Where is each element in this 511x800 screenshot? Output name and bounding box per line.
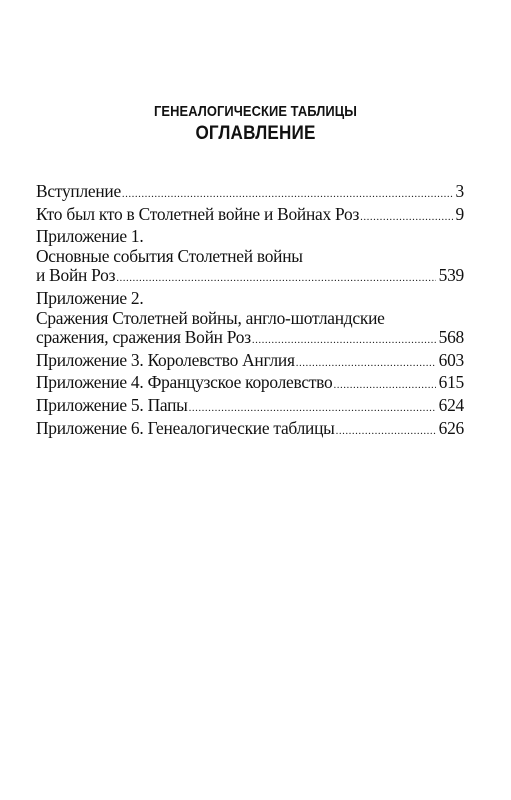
toc-entry-label: Кто был кто в Столетней войне и Войнах Роз <box>36 203 360 224</box>
toc-entry-who-was-who[interactable] <box>36 205 464 228</box>
table-of-contents <box>36 182 464 441</box>
dot-leader <box>336 422 436 442</box>
toc-appendix-2-title-line: Сражения Столетней войны, англо-шотландские <box>36 307 385 328</box>
toc-page-number: 568 <box>438 327 464 348</box>
page-title: ОГЛАВЛЕНИЕ <box>195 123 316 144</box>
toc-entry-label: и Войн Роз <box>36 265 116 286</box>
toc-entry-appendix-2[interactable] <box>36 328 464 351</box>
toc-page-number: 615 <box>438 372 464 393</box>
toc-entry-label: Вступление <box>36 181 121 201</box>
toc-entry-label: Приложение 5. Папы <box>36 394 188 415</box>
toc-appendix-2-heading: Приложение 2. <box>36 287 144 308</box>
dot-leader <box>333 376 435 396</box>
page-subtitle: ГЕНЕАЛОГИЧЕСКИЕ ТАБЛИЦЫ <box>154 103 357 120</box>
dot-leader <box>122 185 453 205</box>
toc-page-number: 603 <box>438 349 464 370</box>
toc-page-number: 626 <box>438 417 464 438</box>
dot-leader <box>360 208 452 228</box>
toc-entry-appendix-3[interactable] <box>36 351 464 374</box>
toc-page-number: 539 <box>438 265 464 286</box>
toc-entry-label: Приложение 6. Генеалогические таблицы <box>36 417 335 438</box>
toc-entry-label: сражения, сражения Войн Роз <box>36 327 251 348</box>
toc-entry-appendix-1[interactable] <box>36 266 464 289</box>
toc-entry-introduction[interactable] <box>36 182 464 205</box>
toc-entry-label: Приложение 3. Королевство Англия <box>36 349 295 370</box>
toc-entry-appendix-6[interactable] <box>36 419 464 442</box>
toc-entry-label: Приложение 4. Французское королевство <box>36 372 333 393</box>
dot-leader <box>189 399 436 419</box>
dot-leader <box>116 269 435 289</box>
toc-entry-appendix-4[interactable] <box>36 373 464 396</box>
toc-appendix-1-title-line: Основные события Столетней войны <box>36 245 303 266</box>
toc-appendix-1-heading: Приложение 1. <box>36 226 144 247</box>
toc-entry-appendix-5[interactable] <box>36 396 464 419</box>
toc-page-number: 624 <box>438 394 464 415</box>
toc-page-number: 3 <box>455 181 464 201</box>
dot-leader <box>296 354 436 374</box>
toc-page-number: 9 <box>455 203 464 224</box>
dot-leader <box>252 331 436 351</box>
